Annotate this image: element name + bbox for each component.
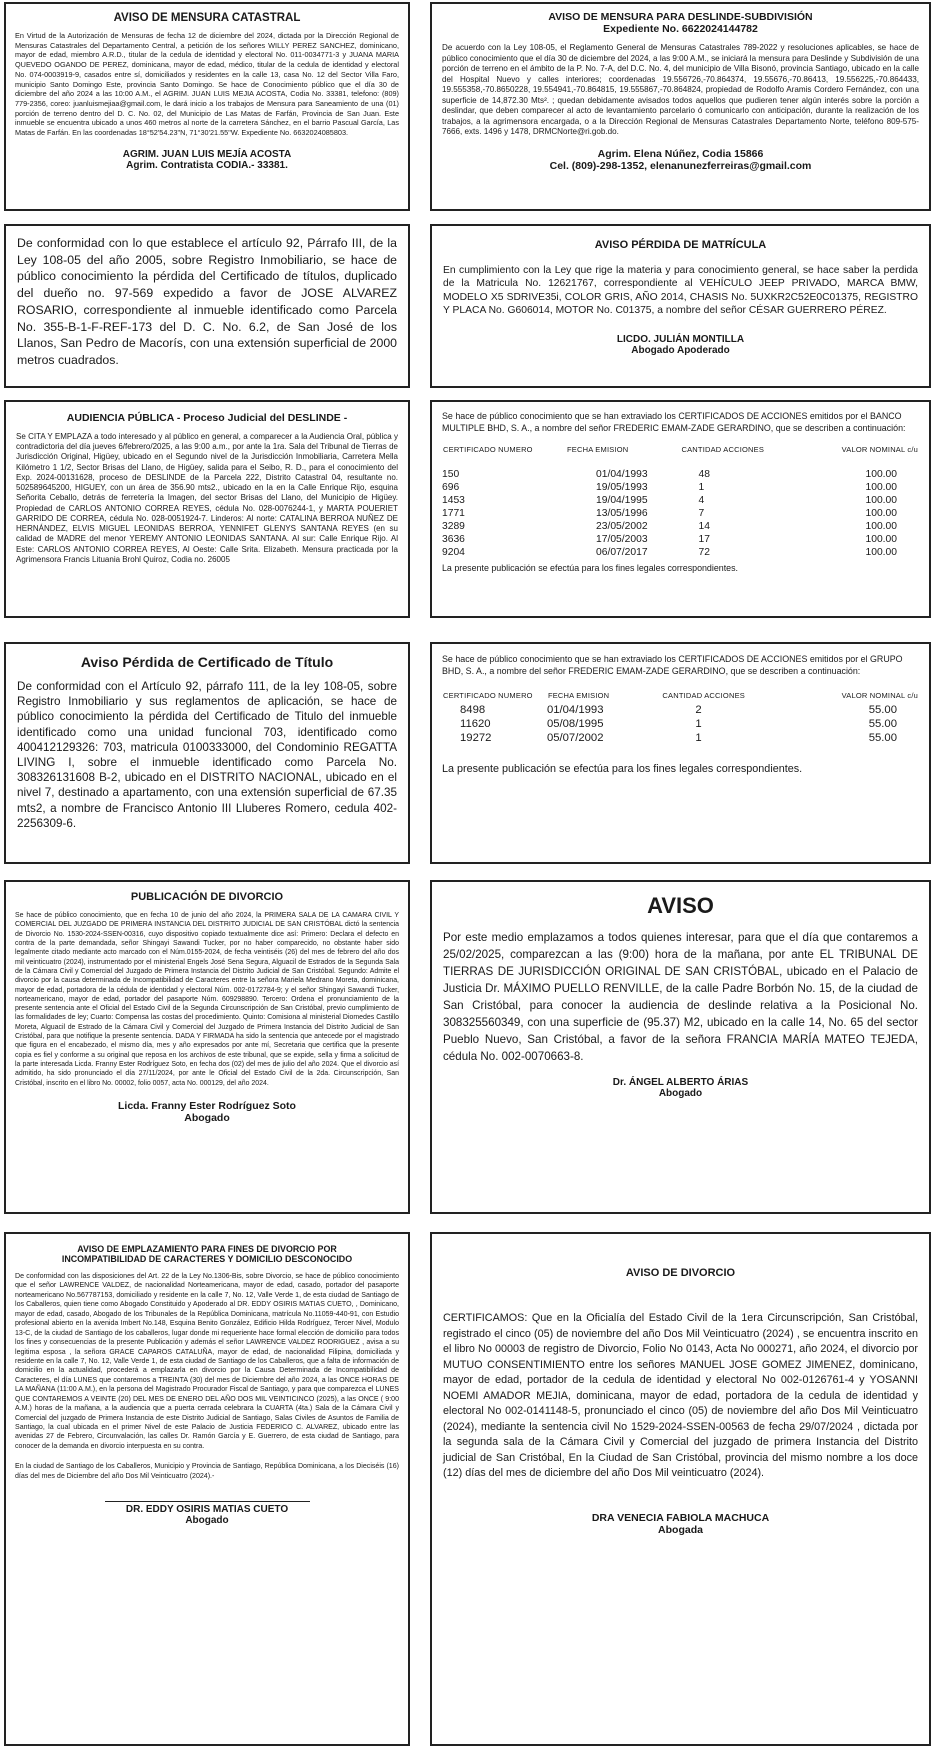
table-cell: 05/08/1995 [546,717,604,730]
notice-body: CERTIFICAMOS: Que en la Oficialía del Estado Civil de la 1era Circunscripción, San Cristóbal, registrado el cinco (05) de noviembre del año Dos Mil Veinticuatro (2024) , se encuentra inscrito en el libro No 00003 de registro de Divorcio, Folio No 0143, Acta No 000271, año 2024, el divorcio por MUTUO CONSENTIMIENTO entre los señores MANUEL JOSE GOMEZ JIMENEZ, dominicano, mayor de edad, portador de la cedula de identidad y electoral No 002-0126761-4 y YOSANNI NOEMI AMADOR MEJIA, dominicana, mayor de edad, portadora de la cedula de identidad y electoral No 002-0141148-5, pronunciado el cinco (05) de noviembre del año Dos Mil Veinticuatro (2024), mediante la sentencia civil No 1529-2024-SSEN-00563 de fecha 29/07/2024 , dictada por la segunda sala de la Cámara Civil y Comercial del juzgado de primera Instancia del Distrito judicial de San Cristóbal, En la Ciudad de San Cristóbal, provincia del mismo nombre a los doce (12) días del mes de diciembre del año Dos Mil veinticuatro (2024). [443,1312,918,1480]
table-cell: 1771 [442,508,465,520]
signature-contact: Cel. (809)-298-1352, elenanunezferreiras@gmail.com [549,159,812,172]
notice-body: En Virtud de la Autorización de Mensuras de fecha 12 de diciembre del 2024, dictada por la Dirección Regional de Mensuras Catastrales del Departamento Central, a petición de los señores WILLY PEREZ SANCHEZ, dominicano, mayor de edad, miembro A.R.D., titular de la cedula de identidad y electoral No. 011-0034771-3 y JUANA MARIA QUEVEDO OGANDO DE PEREZ, dominicana, mayor de edad, médico, titular de la cedula de identidad y electoral No. 074-0003919-9, casados entre sí, domiciliados y residentes en la calle 13, casa No. 12 del Sector Villa Faro, municipio Santo Domingo Este, provincia Santo Domingo. Se hace de Conocimiento público que el día 30 de diciembre del año 2024 a las 10:00 A.M., el AGRIM. JUAN LUIS MEJIA ACOSTA, Codia No. 33381, telefono: (809) 779-2356, coreo: juanluismejiaa@gmail.com, le dará inicio a los trabajos de Mensura para Saneamiento de una (01) porción de terreno dentro del D. C. No. 02, del Municipio de Las Matas de Farfán, Provincia de San Juan. Este inmueble se encuentra ubicado a unos 460 metros al norte de la carretera Sánchez, en el barrio Pascual García, Las Matas de Farfán. En las coordenadas 18°52'54.23"N, 71°30'21.55"W. Expediente No. 6632024085803. [15,31,399,138]
table-cell: 01/04/1993 [596,469,648,481]
notice-title: AVISO DE EMPLAZAMIENTO PARA FINES DE DIVORCIO POR [77,1244,337,1254]
table-cell: 17/05/2003 [596,534,648,546]
table-cell: 1 [695,731,702,744]
column-header: CANTIDAD ACCIONES [681,445,765,455]
table-cell: 100.00 [865,495,897,507]
signature-name: Dr. ÁNGEL ALBERTO ÁRIAS [612,1077,749,1089]
table-cell: 100.00 [865,482,897,494]
column-header: VALOR NOMINAL c/u [841,445,918,455]
table-cell: 01/04/1993 [546,703,604,716]
notice-acciones-banco-multiple [430,400,931,618]
table-cell: 19/04/1995 [596,495,648,507]
table-row [442,468,919,481]
signature-name: AGRIM. JUAN LUIS MEJÍA ACOSTA [122,148,292,160]
table-row [442,533,919,546]
signature-role: Abogado Apoderado [631,344,730,356]
notice-perdida-certificado-titulo [4,642,410,864]
notice-intro: Se hace de público conocimiento que se han extraviado los CERTIFICADOS DE ACCIONES emitidos por el GRUPO BHD, S. A., a nombre del señor FREDERIC EMAM-ZADE GERARDINO, que se describen a continuación: [442,654,903,677]
table-row [442,507,919,520]
notice-title: AVISO PÉRDIDA DE MATRÍCULA [594,239,767,251]
notice-title: INCOMPATIBILIDAD DE CARACTERES Y DOMICILIO DESCONOCIDO [61,1254,353,1264]
signature-role: Abogado [185,1515,229,1527]
table-cell: 1 [695,717,702,730]
signature-name: DRA VENECIA FABIOLA MACHUCA [591,1512,770,1525]
table-cell: 06/07/2017 [596,547,648,559]
notice-footer: La presente publicación se efectúa para los fines legales correspondientes. [442,563,739,574]
column-header: CERTIFICADO NUMERO [443,690,533,700]
signature-line [105,1501,310,1502]
table-row [442,703,919,717]
table-row [442,717,919,731]
notice-title: PUBLICACIÓN DE DIVORCIO [130,891,284,903]
table-cell: 55.00 [868,717,897,730]
notice-aviso-divorcio [430,1232,931,1746]
table-cell: 9204 [442,547,465,559]
table-cell: 05/07/2002 [546,731,604,744]
notice-title: AVISO [647,893,714,918]
table-cell: 4 [698,495,705,507]
table-cell: 1453 [442,495,465,507]
notice-title: Aviso Pérdida de Certificado de Título [80,654,334,670]
table-cell: 7 [698,508,705,520]
table-header-row [442,444,919,457]
notice-closing: En la ciudad de Santiago de los Caballeros, Municipio y Provincia de Santiago, República Dominicana, a los Dieciséis (16) días del mes de Diciembre del año Dos Mil Veinticuatro (2024).- [15,1463,399,1480]
notice-acciones-grupo-bhd [430,642,931,864]
column-header: CANTIDAD ACCIONES [662,690,745,700]
notice-mensura-catastral [4,2,410,211]
notice-subtitle: Expediente No. 6622024144782 [603,23,758,35]
notice-intro: Se hace de público conocimiento que se han extraviado los CERTIFICADOS DE ACCIONES emitidos por el BANCO MULTIPLE BHD, S. A., a nombre del señor FREDERIC EMAM-ZADE GERARDINO, que se describen a continuación: [442,411,906,434]
table-cell: 48 [698,469,710,481]
table-header-row [442,690,919,703]
signature-role: Abogada [658,1524,703,1537]
column-header: CERTIFICADO NUMERO [443,445,533,455]
notice-title: AUDIENCIA PÚBLICA - Proceso Judicial del DESLINDE - [66,412,348,424]
table-cell: 100.00 [865,508,897,520]
signature-role: Abogado [184,1111,230,1124]
table-cell: 100.00 [865,521,897,533]
table-row [442,481,919,494]
table-cell: 19272 [460,731,492,744]
notice-emplazamiento-divorcio [4,1232,410,1746]
notice-publicacion-divorcio [4,880,410,1214]
table-cell: 8498 [460,703,486,716]
table-cell: 17 [698,534,710,546]
notice-title: AVISO DE MENSURA PARA DESLINDE-SUBDIVISIÓN [548,11,813,23]
notice-body: Por este medio emplazamos a todos quienes interesar, para que el día que contaremos a 25/02/2025, comparezcan a las (9:00) hora de la mañana, por ante EL TRIBUNAL DE TIERRAS DE JURISDICCIÓN ORIGINAL DE SAN CRISTÓBAL, ubicado en el Palacio de Justicia Dr. MÁXIMO PUELLO RENVILLE, de la calle Padre Borbón No. 15, de la ciudad de San Cristóbal, para conocer la audiencia de deslinde relativa a la Posicional No. 308325560349, con una superficie de (95.37) M2, ubicado en la calle 14, No. 65 del sector Pueblo Nuevo, San Cristóbal, a favor de la señora FRANCIA MARÍA MATEO TEJEDA, cédula No. 002-0070663-8. [443,931,918,1064]
table-row [442,546,919,559]
notice-body: Se hace de público conocimiento, que en fecha 10 de junio del año 2024, la PRIMERA SALA DE LA CAMARA CIVIL Y COMERCIAL DEL JUZGADO DE PRIMERA INSTANCIA DEL DISTRITO JUDICIAL DE SAN CRISTÓBAL dictó la sentencia de Divorcio No. 1530-2024-SSEN-00316, cuyo dispositivo copiado textualmente dice así: Primero: Declara el defecto en contra de la parte demandada, señor Shingayi Sawandi Tucker, por no haber comparecido, no obstante haber sido legalmente citado mediante acto marcado con el Núm.0155-2024, de fecha veintiséis (26) del mes de febrero del año dos mil veinticuatro (2024), instrumentado por el ministerial Engels José Sena Segura, Alguacil de Estrados de la Segunda Sala de la Cámara Civil y Comercial del Juzgado de Primera Instancia del Distrito Judicial de San Cristóbal. Segundo: Admite el divorcio por la causa determinada de Incompatibilidad de Caracteres entre la señora Mariela Medrano Moreta, dominicana, mayor de edad, portadora de la cédula de identidad y electoral Núm. 002-0172784-9; y el señor Shingayi Sawandi Tucker, norteamericano, mayor de edad, portador del pasaporte Núm. 609298890. Tercero: Ordena el pronunciamiento de la presente sentencia ante el Oficial del Estado Civil de la Segunda Circunscripción de San Cristóbal, previo cumplimiento de las formalidades de ley; Cuarto: Compensa las costas del procedimiento. Quinto: Comisiona al ministerial Diomedes Castillo Moreta, Alguacil de Estrado de la Cámara Civil y Comercial del Juzgado de Primera Instancia del Distrito Judicial de San Cristóbal, para que notifique la presente sentencia. DADA Y FIRMADA ha sido la sentencia que antecede por el magistrado que figura en el encabezado, el mismo día, mes y año expresados por ante mí, Secretaria que certifica que la presente copia es fiel y conforme a su original que reposa en los archivos de este tribunal, que se expide, sella y firma a solicitud de la parte interesada Licda. Franny Ester Rodríguez Soto, en fecha dos (02) del mes de julio del año 2024. Que el divorcio así admitido, ha sido pronunciado el día 27/11/2024, por ante le Oficial del Estado Civil de la 2da. Circunscripción, San Cristóbal, inscrito en el libro No. 00002, folio 0057, acta No. 000129, del año 2024. [15,912,399,1087]
table-cell: 100.00 [865,469,897,481]
notice-body: De conformidad con lo que establece el artículo 92, Párrafo III, de la Ley 108-05 del año 2005, sobre Registro Inmobiliario, se hace de público conocimiento la pérdida del Certificado de títulos, duplicado del dueño no. 97-569 expedido a favor de JOSE ALVAREZ ROSARIO, correspondiente al inmueble identificado como Parcela No. 355-B-1-F-REF-173 del D. C. No. 6.2, de San José de los Llanos, San Pedro de Macorís, con una extensión superficial de 2000 metros cuadrados. [17,236,397,368]
column-header: FECHA EMISION [547,690,610,700]
notice-title: AVISO DE MENSURA CATASTRAL [113,12,301,24]
notice-body: Se CITA Y EMPLAZA a todo interesado y al público en general, a comparecer a la Audiencia Oral, pública y contradictoria del día jueves 6/febrero/2025, a las 9:00 a.m., por ante la 1ra. Sala del Tribunal de Tierras de Jurisdicción Original, Higüey, ubicado en el Segundo nivel de la Jurisdicción Inmobiliaria, Carretera Mella Kilómetro 1 1/2, Sector Brisas del Llano, de Higüey, salida para el Seibo, R. D., para el conocimiento del Exp. 2024-00131628, proceso de DESLINDE de la Parcela 222, Distrito Catastral 04, resultante no. 502589645200, HIGUEY, con un área de 356.90 mts2., ubicado en la en la Calle Enrique Rijo, esquina Señorita Ceballo, detrás de ferretería la Imagen, del sector Brisas del Llano, del Municipio de Higüey. Propiedad de CARLOS ANTONIO CORREA REYES, cédula No. 028-0076244-1, y MARTA POUERIET GARRIDO DE CORREA, cédula No. 028-0051924-7. Linderos: Al norte: CATALINA BERROA NUÑEZ DE HERNÁNDEZ, ELVIS MIGUEL LEONIDAS BERROA, YENNIFET GLENYS SANTANA REYES (en su calidad de MADRE del menor YEREMY ANTONIO LEONIDAS SANTANA. Al sur: Calle Enrique Rijo. Al Este: CARLOS ANTONIO CORREA REYES, Al Oeste: Calle Srita. Elizabeth. Mensura practicada por la Agrimensora Francis Lituania Brohl Quiroz, Codia no. 26005 [16,432,398,564]
table-row [442,494,919,507]
signature-role: Agrim. Contratista CODIA.- 33381. [126,159,288,171]
table-cell: 2 [695,703,702,716]
table-cell: 13/05/1996 [596,508,648,520]
notice-duplicado-titulo [4,224,410,388]
notice-audiencia-publica [4,400,410,618]
notice-body: De conformidad con las disposiciones del Art. 22 de la Ley No.1306-Bis, sobre Divorcio, se hace de público conocimiento que el señor LAWRENCE VALDEZ, de nacionalidad Norteamericana, mayor de edad, casado, portador del pasaporte norteamericano No.567787153, domiciliado y residente en la calle 7, No. 12, Valle Verde 1, de esta ciudad de Santiago de los Caballeros, quien tiene como Abogado Constituido y Apoderado al DR. EDDY OSIRIS MATIAS CUETO, , Dominicano, mayor de edad, casado, Abogado de los Tribunales de la República Dominicana, matrícula No.11059-440-91, con Estudio profesional abierto en la avenida Imbert No.148, Esquina Benito González, Edificio Hilda Rodríguez, Tercer Nivel, Modulo 13-C, de la ciudad de Santiago de los caballeros, lugar donde mi requeriente hace formal elección de domicilio para todos los fines y consecuencias de la presente Publicación y además el señor LAWRENCE VALDEZ RODRIGUEZ , avisa a su legitima esposa , la señora GRACE CAPAROS CATALUÑA, mayor de edad, de nacionalidad Filipina, domiciliada y residente en la calle 7, No. 12, Valle Verde 1, de esta ciudad de Santiago de los Caballeros, que a falta de información de domicilio en la actualidad, procederá a emplazarla en divorcio por la Causa Determinada de Incompatibilidad de Caracteres, el día LUNES que contaremos a TREINTA (30) del mes de Diciembre del año 2024, a las ONCE HORAS DE LA MAÑANA (11:00 A.M.), en la persona del Magistrado Procurador Fiscal de Santiago, y para que comparezca el LUNES QUE CONTAREMOS A VEINTE (20) DEL MES DE ENERO DEL AÑO DOS MIL VEINTICINCO (2025), a las ONCE ( 9:00 A.M.) horas de la mañana, a la audiencia que a puerta cerrada celebrara la CUARTA (4ta.) Sala de la Cámara Civil y Comercial del juzgado de Primera Instancia de este Distrito Judicial de Santiago, Salas Civiles de Asuntos de Familia de Santiago, la cual ubicada en el primer Nivel de este Palacio de Justicia FEDERICO C. ALVAREZ, ubicado entre las avenidas 27 de Febrero, Circunvalación, las calles Dr. Ramón García y E. Guerrero, de esta ciudad de Santiago, para conocer de la demanda en divorcio interpuesta en su contra. [15,1273,399,1450]
column-header: FECHA EMISION [567,445,629,455]
notice-perdida-matricula [430,224,931,388]
table-cell: 3289 [442,521,465,533]
certificates-table [442,444,919,559]
notice-title: AVISO DE DIVORCIO [625,1267,736,1279]
notice-mensura-deslinde [430,2,931,211]
table-cell: 150 [442,469,460,481]
table-row [442,520,919,533]
table-cell: 55.00 [868,703,897,716]
column-header: VALOR NOMINAL c/u [841,690,918,700]
table-cell: 23/05/2002 [596,521,648,533]
signature-name: Licda. Franny Ester Rodríguez Soto [118,1099,296,1112]
signature-role: Abogado [658,1088,703,1100]
table-cell: 19/05/1993 [596,482,648,494]
notice-body: De conformidad con el Artículo 92, párrafo 111, de la ley 108-05, sobre Registro Inmobiliario y sus reglamentos de aplicación, se hace de público conocimiento la pérdida del Certificado de Titulo del inmueble identificado como una unidad funcional 703, identificado como 400412129326: 703, matricula 0100333000, del Condominio REGATTA LIVING I, sobre el inmueble identificado como Parcela No. 308326131608 B-2, ubicado en el DISTRITO NACIONAL, ubicado en el nivel 7, destinado a apartamento, con una extensión superficial de 67.35 mts2, a nombre de Francisco Antonio III Lluberes Romero, cedula 402-2256309-6. [17,680,397,830]
table-cell: 100.00 [865,534,897,546]
signature-name: DR. EDDY OSIRIS MATIAS CUETO [125,1504,289,1516]
table-cell: 100.00 [865,547,897,559]
table-row [442,731,919,745]
notice-body: De acuerdo con la Ley 108-05, el Reglamento General de Mensuras Catastrales 789-2022 y resoluciones aplicables, se hace de público conocimiento que el día 30 de diciembre del 2024, a las 9:00 A.M., se iniciará la mensura para Deslinde y Subdivisión de una porción de terreno en el ámbito de la P. No. 7-A, del D.C. No. 4, del municipio de Villa Bisonó, provincia Santiago, ubicado en la calle del Hospital Nuevo y calles interiores; coordenadas 19.556726,-70.864374, 19.55676,-70.86413, 19.556225,-70.864433, 19.555358,-70.8650228, 19.554941,-70.864815, 19.555867,-70.864824, propiedad de Rodolfo Aramis Cordero Fernández, con una superficie de 14,872.30 Mts². ; quedan debidamente avisados todos aquellos que pudieren tener algún interés sobre la porción a deslindar, que deben comparecer al acto de levantamiento parcelario ó comunicarlo con anticipación, durante la realización de los trabajos, a la agrimensora encargada, o a la Dirección Regional de Mensuras Catastrales Departamento Norte, teléfono 809-575-7666, exts. 1496 y 1478, DRMCNorte@ri.gob.do. [442,43,919,137]
table-cell: 55.00 [868,731,897,744]
certificates-table [442,690,919,745]
notice-footer: La presente publicación se efectúa para los fines legales correspondientes. [442,762,803,775]
table-cell: 14 [698,521,710,533]
table-cell: 1 [698,482,705,494]
signature-name: Agrim. Elena Núñez, Codia 15866 [597,147,764,160]
notice-aviso-tribunal [430,880,931,1214]
table-cell: 3636 [442,534,465,546]
signature-name: LICDO. JULIÁN MONTILLA [616,333,745,345]
table-cell: 11620 [460,717,491,730]
table-cell: 696 [442,482,460,494]
table-cell: 72 [698,547,710,559]
notice-body: En cumplimiento con la Ley que rige la materia y para conocimiento general, se hace saber la perdida de la Matricula No. 12621767, correspondiente al VEHÍCULO JEEP PRIVADO, MARCA BMW, MODELO X5 SDRIVE35i, COLOR GRIS, AÑO 2014, CHASIS No. 5UXKR2C52E0C01375, REGISTRO Y PLACA No. G606014, MOTOR No. C01375, a nombre del señor CÉSAR GUERRERO PÉREZ. [443,265,918,317]
